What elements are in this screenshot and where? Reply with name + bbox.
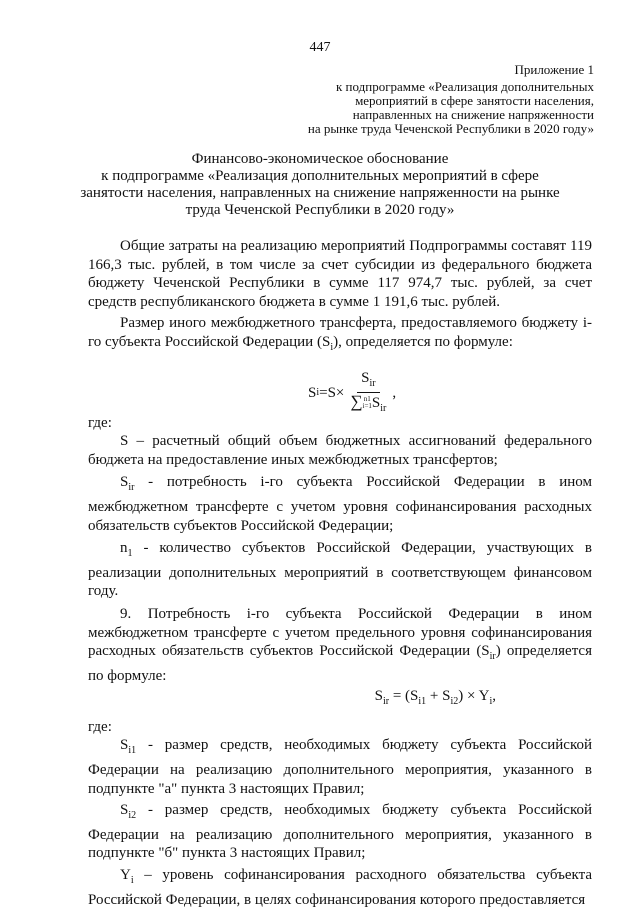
text: - размер средств, необходимых бюджету субъекта Российской Федерации на реализацию дополнительного мероприятия, указанного в подпункте "а" пункта 3 настоящих Правил; — [88, 737, 592, 797]
formula-transfer — [88, 358, 592, 414]
symbol: S — [120, 737, 129, 754]
heading-line: труда Чеченской Республики в 2020 году» — [185, 202, 455, 218]
den-sub: ir — [380, 402, 387, 414]
document-body — [88, 237, 592, 909]
text: ) определяется по формуле: — [88, 643, 592, 684]
subscript: i1 — [128, 745, 137, 757]
paragraph-def-sir — [88, 473, 592, 535]
where-label: где: — [88, 414, 112, 431]
paragraph-def-n1 — [88, 539, 592, 601]
text: – уровень софинансирования расходного обязательства субъекта Российской Федерации, в целях софинансирования которого предоставляется — [88, 867, 592, 908]
text: - размер средств, необходимых бюджету субъекта Российской Федерации на реализацию дополнительного мероприятия, указанного в подпункте "б" пункта 3 настоящих Правил; — [88, 802, 592, 862]
document-heading — [60, 151, 580, 219]
f2-close: ) × Y — [458, 688, 490, 705]
symbol: S — [120, 802, 129, 819]
f2-lhs-sub: ir — [382, 696, 390, 708]
appendix-line: на рынке труда Чеченской Республики в 2020 году» — [307, 121, 594, 136]
sum-limits — [363, 396, 372, 410]
sum-top-n: n — [363, 395, 368, 404]
formula-mid: =S× — [319, 385, 345, 402]
sum-bottom: i=1 — [362, 402, 372, 411]
text: ), определяется по формуле: — [333, 333, 513, 350]
num-sub: ir — [369, 377, 376, 389]
paragraph-def-si2 — [88, 801, 592, 863]
f2-plus: + S — [426, 688, 451, 705]
formula-fraction — [346, 370, 390, 418]
paragraph-def-yi — [88, 866, 592, 909]
paragraph-def-si1 — [88, 736, 592, 798]
text: Размер иного межбюджетного трансферта, предоставляемого бюджету i-го субъекта Российской Федерации (S — [88, 315, 592, 350]
appendix-description — [254, 80, 594, 136]
symbol: n — [120, 540, 128, 557]
fraction-denominator — [346, 393, 390, 418]
paragraph-item-9 — [88, 605, 592, 685]
formula-need — [88, 687, 592, 712]
formula-lhs-sub: i — [316, 387, 320, 399]
text: - потребность i-го субъекта Российской Федерации в ином межбюджетном трансферте с учетом уровня софинансирования расходных обязательств субъектов Российской Федерации; — [88, 474, 592, 534]
subscript: 1 — [127, 548, 133, 560]
text: 9. Потребность i-го субъекта Российской Федерации в ином межбюджетном трансферте с учетом предельного уровня софинансирования расходных обязательств субъектов Российской Федерации (S — [88, 605, 592, 660]
subscript: i — [130, 875, 134, 887]
paragraph-transfer-size — [88, 314, 592, 357]
f2-y-sub: i — [489, 696, 493, 708]
symbol: Y — [120, 867, 131, 884]
f2-eq: = (S — [389, 688, 419, 705]
appendix-title: Приложение 1 — [514, 62, 594, 77]
formula-lhs: S — [308, 385, 317, 402]
text: - количество субъектов Российской Федерации, участвующих в реализации дополнительных мероприятий в соответствующем финансовом году. — [88, 540, 592, 600]
num-symbol: S — [361, 369, 370, 386]
f2-b-sub: i2 — [450, 696, 459, 708]
subscript: i — [330, 341, 334, 353]
sum-top-sub: 1 — [367, 395, 371, 404]
appendix-line: к подпрограмме «Реализация дополнительных — [335, 79, 594, 94]
paragraph-total-costs: Общие затраты на реализацию мероприятий Подпрограммы составят 119 166,3 тыс. рублей, в том числе за счет субсидии из федерального бюджета бюджету Чеченской Республики в сумме 117 974,7 тыс. рублей, за счет средств республиканского бюджета в сумме 1 191,6 тыс. рублей. — [88, 238, 592, 310]
den-symbol: S — [371, 394, 381, 411]
appendix-line: направленных на снижение напряженности — [352, 107, 594, 122]
f2-lhs: S — [374, 688, 383, 705]
page-number: 447 — [309, 40, 331, 55]
fraction-numerator — [357, 370, 379, 393]
heading-line: занятости населения, направленных на снижение напряженности на рынке — [80, 185, 560, 201]
paragraph-def-s: S – расчетный общий объем бюджетных ассигнований федерального бюджета на предоставление иных межбюджетных трансфертов; — [88, 433, 592, 468]
f2-trail: , — [492, 688, 496, 705]
subscript: i2 — [128, 810, 137, 822]
where-label: где: — [88, 718, 112, 735]
f2-a-sub: i1 — [418, 696, 427, 708]
sum-sign: ∑ — [350, 391, 363, 411]
heading-line: к подпрограмме «Реализация дополнительных мероприятий в сфере — [101, 168, 539, 184]
subscript: ir — [489, 651, 496, 663]
appendix-line: мероприятий в сфере занятости населения, — [355, 93, 594, 108]
heading-line: Финансово-экономическое обоснование — [191, 151, 449, 167]
subscript: ir — [128, 482, 135, 494]
symbol: S — [120, 474, 129, 491]
formula-trail: , — [392, 385, 397, 402]
